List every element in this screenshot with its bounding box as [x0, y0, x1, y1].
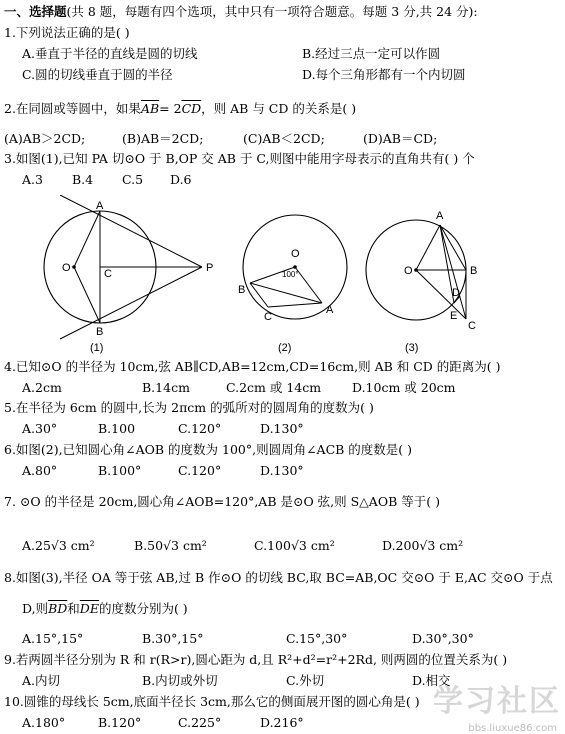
q3-option-d: D.6: [170, 172, 192, 187]
q1-option-b: B.经过三点一定可以作圆: [302, 46, 441, 61]
q10-option-c: C.225°: [178, 715, 222, 730]
q10-option-a: A.180°: [22, 715, 66, 730]
q2-option-d: (D)AB＝CD;: [363, 131, 438, 146]
q2-stem: [4, 101, 356, 117]
q6-option-b: B.100°: [98, 463, 142, 478]
q2-option-b: (B)AB＝2CD;: [122, 131, 204, 146]
fig3-label-a: A: [436, 210, 444, 222]
q5-option-a: A.30°: [22, 421, 58, 436]
q5-option-d: D.130°: [260, 421, 304, 436]
q10-option-b: B.120°: [98, 715, 142, 730]
watermark-url: bbs.liuxue86.com: [468, 723, 557, 734]
fig3-label-d: D: [452, 287, 460, 299]
q2-arc-cd: $\overline{CD}$: [181, 101, 202, 116]
q8-arc-bd: $\overline{BD}$: [48, 601, 68, 616]
figure-1: [44, 195, 213, 354]
q1-option-a: A.垂直于半径的直线是圆的切线: [22, 46, 198, 61]
q6-option-d: D.130°: [260, 463, 304, 478]
q10-option-d: D.216°: [260, 715, 304, 730]
figure-3: [366, 210, 477, 354]
q9-option-c: C.外切: [286, 673, 325, 688]
fig1-caption: (1): [90, 342, 104, 354]
fig1-label-a: A: [96, 200, 104, 212]
q5-option-b: B.100: [98, 421, 136, 436]
q9-option-b: B.内切或外切: [142, 673, 218, 688]
fig2-label-b: B: [238, 284, 246, 296]
q6-option-a: A.80°: [22, 463, 58, 478]
fig1-label-b: B: [96, 326, 104, 338]
q8-stem2-pre: D,则: [22, 601, 49, 616]
q8-option-b: B.30°,15°: [142, 631, 204, 646]
q3-option-a: A.3: [22, 172, 43, 187]
fig1-label-p: P: [206, 262, 214, 274]
q8-option-a: A.15°,15°: [22, 631, 84, 646]
q8-stem: 8.如图(3),半径 OA 等于弦 AB,过 B 作⊙O 的切线 BC,取 BC=AB,OC 交⊙O 于 E,AC 交⊙O 于点: [4, 570, 553, 585]
watermark-logo: 学习社区: [433, 684, 561, 719]
q4-option-b: B.14cm: [142, 380, 190, 395]
q5-option-c: C.120°: [178, 421, 222, 436]
section-desc: (共 8 题，每题有四个选项，其中只有一项符合题意。每题 3 分,共 24 分):: [66, 4, 478, 19]
q7-option-a: A.25√3 cm²: [22, 538, 95, 553]
q6-option-c: C.120°: [178, 463, 222, 478]
q8-stem-line2: [22, 601, 188, 617]
q8-option-d: D.30°,30°: [412, 631, 474, 646]
fig2-label-o: O: [291, 248, 300, 260]
q3-option-b: B.4: [72, 172, 94, 187]
figures: [0, 195, 565, 355]
q1-option-d: D.每个三角形都有一个内切圆: [302, 67, 466, 82]
q1-option-c: C.圆的切线垂直于圆的半径: [22, 67, 173, 82]
q4-option-d: D.10cm 或 20cm: [352, 380, 456, 395]
q7-option-c: C.100√3 cm²: [254, 538, 335, 553]
q8-stem2-post: 的度数分别为( ): [98, 601, 188, 616]
figure-2: [238, 215, 347, 354]
q9-stem: 9.若两圆半径分别为 R 和 r(R>r),圆心距为 d,且 R²+d²=r²+2Rd, 则两圆的位置关系为( ): [4, 652, 508, 667]
q2-option-c: (C)AB＜2CD;: [243, 131, 325, 146]
fig3-label-c: C: [468, 320, 476, 332]
q7-option-b: B.50√3 cm²: [134, 538, 207, 553]
q9-option-d: D.相交: [412, 673, 451, 688]
q8-arc-de: $\overline{DE}$: [79, 601, 99, 616]
q5-stem: 5.在半径为 6cm 的圆中,长为 2πcm 的弧所对的圆周角的度数为( ): [4, 400, 374, 415]
q10-stem: 10.圆锥的母线长 5cm,底面半径长 3cm,那么它的侧面展开图的圆心角是( ): [4, 694, 420, 709]
q3-stem: 3.如图(1),已知 PA 切⊙O 于 B,OP 交 AB 于 C,则图中能用字母表示的直角共有( ) 个: [4, 151, 475, 166]
fig1-label-c: C: [104, 268, 112, 280]
fig1-label-o: O: [62, 262, 71, 274]
q8-option-c: C.15°,30°: [286, 631, 348, 646]
section-title: 一、选择题: [4, 4, 67, 19]
section-header: [4, 4, 478, 20]
q4-stem: 4.已知⊙O 的半径为 10cm,弦 AB∥CD,AB=12cm,CD=16cm,则 AB 和 CD 的距离为( ): [4, 359, 501, 374]
q3-option-c: C.5: [122, 172, 144, 187]
fig3-label-e: E: [450, 310, 458, 322]
q7-option-d: D.200√3 cm²: [382, 538, 464, 553]
q2-stem-post: ，则 AB 与 CD 的关系是( ): [201, 101, 357, 116]
q6-stem: 6.如图(2),已知圆心角∠AOB 的度数为 100°,则圆周角∠ACB 的度数是( ): [4, 442, 413, 457]
fig2-caption: (2): [278, 342, 292, 354]
q2-stem-pre: 2.在同圆或等圆中，如果: [4, 101, 141, 116]
q7-stem: 7. ⊙O 的半径是 20cm,圆心角∠AOB=120°,AB 是⊙O 弦,则 S△AOB 等于( ): [4, 494, 440, 509]
q2-option-a: (A)AB＞2CD;: [4, 131, 86, 146]
q1-stem: 1.下列说法正确的是( ): [4, 25, 130, 40]
q2-arc-ab: $\overline{AB}$: [140, 101, 160, 116]
fig2-label-a: A: [326, 304, 334, 316]
fig3-label-b: B: [470, 265, 478, 277]
q4-option-c: C.2cm 或 14cm: [226, 380, 322, 395]
q4-option-a: A.2cm: [22, 380, 62, 395]
q8-and: 和: [67, 601, 80, 616]
q9-option-a: A.内切: [22, 673, 61, 688]
fig2-label-c: C: [264, 311, 272, 323]
fig3-caption: (3): [405, 342, 419, 354]
q2-stem-mid: = 2: [159, 101, 182, 116]
fig2-label-angle: 100°: [282, 270, 299, 279]
fig3-label-o: O: [404, 265, 413, 277]
